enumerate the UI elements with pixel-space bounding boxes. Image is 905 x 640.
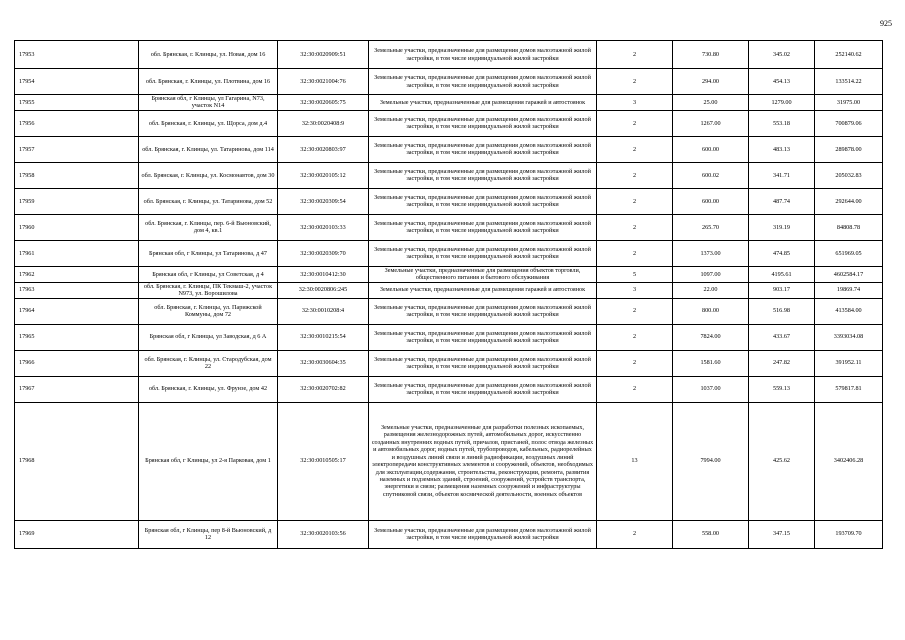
cell-land-use: Земельные участки, предназначенные для размещения гаражей и автостоянок: [369, 95, 597, 111]
cell-row-id: 17962: [15, 266, 139, 282]
cell-area: 7824.00: [673, 324, 749, 350]
cell-address: Брянская обл, г Клинцы, ул Заводская, д 6 А: [139, 324, 278, 350]
cell-row-id: 17966: [15, 350, 139, 376]
table-row: [15, 188, 883, 214]
cell-cadastral-number: 32:30:0020803:97: [278, 136, 369, 162]
cell-cadastral-number: 32:30:0020605:75: [278, 95, 369, 111]
cell-cadastral-value: 292644.00: [815, 188, 883, 214]
cell-area: 1373.00: [673, 240, 749, 266]
cell-area: 25.00: [673, 95, 749, 111]
cell-rate: 903.17: [749, 282, 815, 298]
cell-address: Брянская обл, г Клинцы, ул Татаринова, д 47: [139, 240, 278, 266]
land-registry-table: [14, 40, 883, 549]
cell-group: 5: [597, 266, 673, 282]
cell-address: обл. Брянская, г. Клинцы, ул. Фрунзе, дом 42: [139, 376, 278, 402]
cell-area: 1267.00: [673, 110, 749, 136]
cell-group: 2: [597, 214, 673, 240]
cell-cadastral-number: 32:30:0020103:56: [278, 520, 369, 548]
cell-land-use: Земельные участки, предназначенные для размещения домов малоэтажной жилой застройки, в том числе индивидуальной жилой застройки: [369, 520, 597, 548]
cell-rate: 345.02: [749, 41, 815, 69]
cell-area: 7994.00: [673, 402, 749, 520]
cell-land-use: Земельные участки, предназначенные для размещения объектов торговли, общественного питания и бытового обслуживания: [369, 266, 597, 282]
cell-land-use: Земельные участки, предназначенные для размещения домов малоэтажной жилой застройки, в том числе индивидуальной жилой застройки: [369, 188, 597, 214]
cell-cadastral-value: 413584.00: [815, 298, 883, 324]
cell-rate: 347.15: [749, 520, 815, 548]
cell-row-id: 17953: [15, 41, 139, 69]
cell-cadastral-number: 32:30:0030604:35: [278, 350, 369, 376]
cell-cadastral-value: 3402406.28: [815, 402, 883, 520]
table-row: [15, 350, 883, 376]
cell-land-use: Земельные участки, предназначенные для размещения домов малоэтажной жилой застройки, в том числе индивидуальной жилой застройки: [369, 110, 597, 136]
cell-rate: 341.71: [749, 162, 815, 188]
cell-rate: 425.62: [749, 402, 815, 520]
cell-group: 2: [597, 110, 673, 136]
cell-rate: 4195.61: [749, 266, 815, 282]
cell-address: Брянская обл, г Клинцы, ул Гагарина, N73, участок N14: [139, 95, 278, 111]
cell-group: 2: [597, 298, 673, 324]
cell-cadastral-number: 32:30:0010208:4: [278, 298, 369, 324]
cell-cadastral-value: 31975.00: [815, 95, 883, 111]
table-row: [15, 520, 883, 548]
cell-address: Брянская обл, г Клинцы, ул Советская, д 4: [139, 266, 278, 282]
cell-address: Брянская обл, г Клинцы, ул 2-я Парковая, дом 1: [139, 402, 278, 520]
cell-area: 294.00: [673, 69, 749, 95]
cell-rate: 474.85: [749, 240, 815, 266]
cell-rate: 247.82: [749, 350, 815, 376]
table-row: [15, 240, 883, 266]
cell-address: обл. Брянская, г. Клинцы, ул. Стародубская, дом 22: [139, 350, 278, 376]
cell-row-id: 17955: [15, 95, 139, 111]
cell-land-use: Земельные участки, предназначенные для размещения домов малоэтажной жилой застройки, в том числе индивидуальной жилой застройки: [369, 136, 597, 162]
cell-address: обл. Брянская, г. Клинцы, ул. Плотвина, дом 16: [139, 69, 278, 95]
table-body: [15, 41, 883, 549]
table-row: [15, 282, 883, 298]
cell-area: 600.00: [673, 136, 749, 162]
cell-land-use: Земельные участки, предназначенные для размещения домов малоэтажной жилой застройки, в том числе индивидуальной жилой застройки: [369, 240, 597, 266]
cell-cadastral-value: 391952.11: [815, 350, 883, 376]
cell-address: обл. Брянская, г. Клинцы, ул. Парижской Коммуны, дом 72: [139, 298, 278, 324]
table-row: [15, 324, 883, 350]
cell-land-use: Земельные участки, предназначенные для размещения домов малоэтажной жилой застройки, в том числе индивидуальной жилой застройки: [369, 41, 597, 69]
cell-cadastral-value: 19869.74: [815, 282, 883, 298]
cell-group: 2: [597, 324, 673, 350]
cell-area: 22.00: [673, 282, 749, 298]
cell-row-id: 17954: [15, 69, 139, 95]
cell-land-use: Земельные участки, предназначенные для размещения домов малоэтажной жилой застройки, в том числе индивидуальной жилой застройки: [369, 162, 597, 188]
table-row: [15, 298, 883, 324]
cell-row-id: 17964: [15, 298, 139, 324]
table-row: [15, 266, 883, 282]
cell-rate: 319.19: [749, 214, 815, 240]
cell-address: обл. Брянская, г. Клинцы, пер. 6-й Вьюновский, дом 4, кв.1: [139, 214, 278, 240]
cell-land-use: Земельные участки, предназначенные для размещения домов малоэтажной жилой застройки, в том числе индивидуальной жилой застройки: [369, 298, 597, 324]
cell-cadastral-number: 32:30:0020103:33: [278, 214, 369, 240]
cell-cadastral-number: 32:30:0010412:30: [278, 266, 369, 282]
cell-group: 3: [597, 282, 673, 298]
cell-area: 1097.00: [673, 266, 749, 282]
cell-cadastral-number: 32:30:0020909:51: [278, 41, 369, 69]
page-number: 925: [880, 19, 892, 28]
cell-cadastral-value: 289878.00: [815, 136, 883, 162]
cell-group: 2: [597, 188, 673, 214]
cell-cadastral-number: 32:30:0020806:245: [278, 282, 369, 298]
cell-row-id: 17967: [15, 376, 139, 402]
table-row: [15, 41, 883, 69]
cell-rate: 516.98: [749, 298, 815, 324]
cell-area: 600.02: [673, 162, 749, 188]
cell-cadastral-value: 193709.70: [815, 520, 883, 548]
cell-rate: 553.18: [749, 110, 815, 136]
cell-group: 2: [597, 376, 673, 402]
cell-row-id: 17959: [15, 188, 139, 214]
cell-area: 265.70: [673, 214, 749, 240]
cell-cadastral-number: 32:30:0020105:12: [278, 162, 369, 188]
cell-land-use: Земельные участки, предназначенные для размещения домов малоэтажной жилой застройки, в том числе индивидуальной жилой застройки: [369, 324, 597, 350]
cell-address: обл. Брянская, г. Клинцы, ул. Новая, дом 16: [139, 41, 278, 69]
cell-group: 3: [597, 95, 673, 111]
cell-row-id: 17963: [15, 282, 139, 298]
cell-cadastral-number: 32:30:0020702:82: [278, 376, 369, 402]
cell-address: обл. Брянская, г. Клинцы, ул. Татаринова, дом 52: [139, 188, 278, 214]
cell-cadastral-number: 32:30:0020408:9: [278, 110, 369, 136]
cell-area: 800.00: [673, 298, 749, 324]
cell-area: 558.00: [673, 520, 749, 548]
cell-group: 2: [597, 69, 673, 95]
table-row: [15, 69, 883, 95]
table-row: [15, 95, 883, 111]
cell-cadastral-value: 700879.06: [815, 110, 883, 136]
cell-cadastral-number: 32:30:0021004:76: [278, 69, 369, 95]
cell-group: 13: [597, 402, 673, 520]
cell-rate: 454.13: [749, 69, 815, 95]
cell-address: обл. Брянская, г. Клинцы, ПК Текмаш-2, участок N973, ул. Ворошилова: [139, 282, 278, 298]
cell-group: 2: [597, 162, 673, 188]
cell-land-use: Земельные участки, предназначенные для разработки полезных ископаемых, размещения железнодорожных путей, автомобильных дорог, искусственно созданных внутренних водных путей, причалов, пристаней, полос отвода железных и автомобильных дорог, водных путей, трубопроводов, кабельных, радиорелейных и воздушных линий связи и линий радиофикации, воздушных линий электропередачи конструктивных элементов и сооружений, объектов, необходимых для эксплуатации,содержания, строительства, реконструкции, ремонта, развития наземных и подземных зданий, строений, сооружений, устройств транспорта, энергетики и связи; размещения наземных сооружений и инфраструктуры спутниковой связи, объектов космической деятельности, военных объектов: [369, 402, 597, 520]
cell-cadastral-value: 4602584.17: [815, 266, 883, 282]
cell-cadastral-value: 252140.62: [815, 41, 883, 69]
table-row: [15, 402, 883, 520]
cell-rate: 487.74: [749, 188, 815, 214]
table-row: [15, 162, 883, 188]
cell-row-id: 17958: [15, 162, 139, 188]
cell-group: 2: [597, 240, 673, 266]
table-row: [15, 110, 883, 136]
cell-group: 2: [597, 520, 673, 548]
cell-cadastral-value: 579817.81: [815, 376, 883, 402]
cell-address: обл. Брянская, г. Клинцы, ул. Щорса, дом д.4: [139, 110, 278, 136]
cell-land-use: Земельные участки, предназначенные для размещения домов малоэтажной жилой застройки, в том числе индивидуальной жилой застройки: [369, 376, 597, 402]
cell-rate: 559.13: [749, 376, 815, 402]
table-row: [15, 376, 883, 402]
table-row: [15, 136, 883, 162]
cell-rate: 483.13: [749, 136, 815, 162]
cell-rate: 433.67: [749, 324, 815, 350]
cell-row-id: 17956: [15, 110, 139, 136]
cell-row-id: 17960: [15, 214, 139, 240]
cell-land-use: Земельные участки, предназначенные для размещения домов малоэтажной жилой застройки, в том числе индивидуальной жилой застройки: [369, 69, 597, 95]
cell-area: 1581.60: [673, 350, 749, 376]
cell-group: 2: [597, 41, 673, 69]
cell-cadastral-value: 3393034.08: [815, 324, 883, 350]
cell-row-id: 17968: [15, 402, 139, 520]
cell-group: 2: [597, 136, 673, 162]
cell-cadastral-number: 32:30:0010215:54: [278, 324, 369, 350]
cell-area: 1037.00: [673, 376, 749, 402]
cell-cadastral-value: 651969.05: [815, 240, 883, 266]
cell-cadastral-number: 32:30:0010505:17: [278, 402, 369, 520]
cell-address: обл. Брянская, г. Клинцы, ул. Космонавтов, дом 30: [139, 162, 278, 188]
cell-land-use: Земельные участки, предназначенные для размещения гаражей и автостоянок: [369, 282, 597, 298]
cell-cadastral-value: 84808.78: [815, 214, 883, 240]
cell-row-id: 17957: [15, 136, 139, 162]
cell-cadastral-number: 32:30:0020309:70: [278, 240, 369, 266]
cell-rate: 1279.00: [749, 95, 815, 111]
cell-area: 730.80: [673, 41, 749, 69]
cell-cadastral-value: 205032.83: [815, 162, 883, 188]
cell-area: 600.00: [673, 188, 749, 214]
cell-group: 2: [597, 350, 673, 376]
cell-address: обл. Брянская, г. Клинцы, ул. Татаринова, дом 114: [139, 136, 278, 162]
cell-cadastral-number: 32:30:0020309:54: [278, 188, 369, 214]
table-row: [15, 214, 883, 240]
cell-land-use: Земельные участки, предназначенные для размещения домов малоэтажной жилой застройки, в том числе индивидуальной жилой застройки: [369, 214, 597, 240]
cell-row-id: 17961: [15, 240, 139, 266]
cell-cadastral-value: 133514.22: [815, 69, 883, 95]
cell-row-id: 17969: [15, 520, 139, 548]
cell-row-id: 17965: [15, 324, 139, 350]
cell-address: Брянская обл, г Клинцы, пер 8-й Вьюновский, д 12: [139, 520, 278, 548]
cell-land-use: Земельные участки, предназначенные для размещения домов малоэтажной жилой застройки, в том числе индивидуальной жилой застройки: [369, 350, 597, 376]
